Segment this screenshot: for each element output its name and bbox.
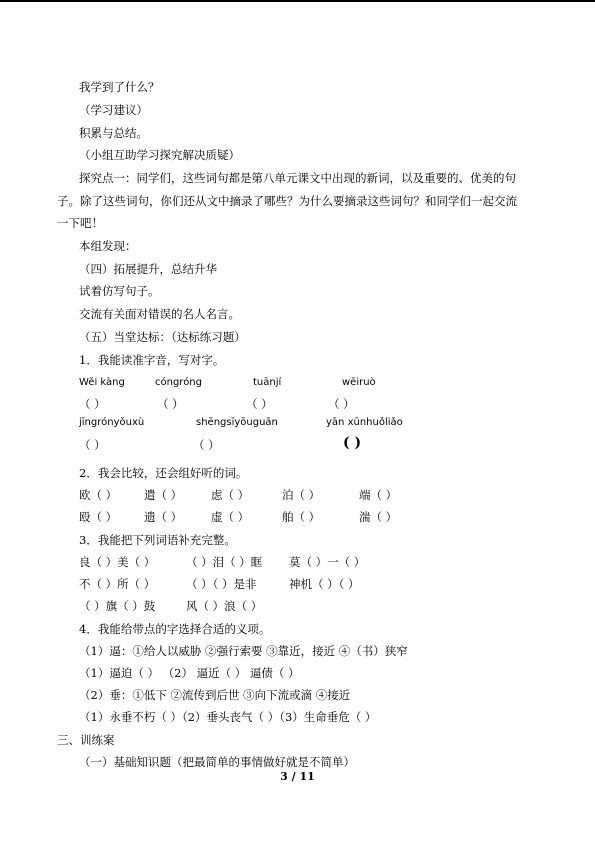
compare-item: 端（ ） <box>359 488 398 502</box>
fill-item: 不（ ）所（ ） <box>79 577 156 591</box>
page-number: 3 / 11 <box>280 770 315 783</box>
answer-blank[interactable]: （ ） <box>328 397 355 411</box>
text-line: 积累与总结。 <box>79 126 148 140</box>
section-heading: 三、训练案 <box>57 733 115 747</box>
fill-item: （ ）（ ）是非 <box>186 577 257 591</box>
question-heading: 3．我能把下列词语补充完整。 <box>79 533 236 547</box>
section-heading: （五）当堂达标：（达标练习题） <box>79 330 246 344</box>
text-line: 本组发现： <box>79 239 137 253</box>
fill-item: 良（ ）美（ ） <box>79 555 156 569</box>
pinyin-item: cóngróng <box>155 377 202 388</box>
compare-item: 遗（ ） <box>144 510 183 524</box>
pinyin-item: shēngsīyōuguān <box>196 417 278 428</box>
answer-blank[interactable]: （ ） <box>157 397 184 411</box>
compare-item: 泊（ ） <box>282 488 321 502</box>
answer-blank[interactable]: （ ） <box>79 397 106 411</box>
compare-item: 欧（ ） <box>79 488 118 502</box>
section-heading: （一）基础知识题（把最简单的事情做好就是不简单） <box>79 755 355 769</box>
exercise-line: （1）逼迫（ ） （2） 逼近（ ） 逼债（ ） <box>79 666 300 680</box>
compare-item: 舶（ ） <box>282 510 321 524</box>
text-line: （学习建议） <box>79 103 148 117</box>
compare-item: 殴（ ） <box>79 510 118 524</box>
question-heading: 2．我会比较，还会组好听的词。 <box>79 466 248 480</box>
compare-item: 虚（ ） <box>211 510 250 524</box>
pinyin-item: tuānjí <box>253 377 282 388</box>
top-border <box>0 0 595 2</box>
fill-item: 神机（ ）（ ） <box>289 577 360 591</box>
answer-blank[interactable]: （ ） <box>79 438 106 452</box>
paragraph-line: 子。除了这些词句，你们还从文中摘录了哪些？为什么要摘录这些词句？和同学们一起交流 <box>57 194 517 208</box>
section-heading: （四）拓展提升，总结升华 <box>79 262 217 276</box>
fill-item: （ ）旗（ ）鼓 <box>79 599 156 613</box>
text-line: 交流有关面对错误的名人名言。 <box>79 307 240 321</box>
pinyin-item: jīngrónyǒuxù <box>79 417 145 428</box>
definition-line: （1）逼：①给人以威胁 ②强行索要 ③靠近，接近 ④（书）狭窄 <box>79 644 408 658</box>
compare-item: 湍（ ） <box>359 510 398 524</box>
compare-item: 虑（ ） <box>211 488 250 502</box>
pinyin-item: yān xūnhuǒliǎo <box>326 417 403 428</box>
text-line: （小组互助学习探究解决质疑） <box>79 148 240 162</box>
text-line: 试着仿写句子。 <box>79 284 160 298</box>
fill-item: 莫（ ）一（ ） <box>289 555 366 569</box>
question-heading: 4．我能给带点的字选择合适的义项。 <box>79 622 271 636</box>
answer-blank[interactable]: ( ) <box>343 435 362 451</box>
question-heading: 1．我能读准字音，写对字。 <box>79 353 225 367</box>
fill-item: （ ）泪（ ）眶 <box>186 555 263 569</box>
paragraph-line: 探究点一：同学们，这些词句都是第八单元课文中出现的新词，以及重要的、优美的句 <box>79 171 516 185</box>
pinyin-item: Wěi kàng <box>79 377 125 388</box>
paragraph-line: 一下吧！ <box>57 216 103 230</box>
exercise-line: （1）永垂不朽（ ）（2）垂头丧气（ ）（3）生命垂危（ ） <box>79 710 377 724</box>
answer-blank[interactable]: （ ） <box>246 397 273 411</box>
text-line: 我学到了什么？ <box>79 80 160 94</box>
answer-blank[interactable]: （ ） <box>193 438 220 452</box>
compare-item: 遣（ ） <box>144 488 183 502</box>
pinyin-item: wēiruò <box>342 377 376 388</box>
fill-item: 风（ ）浪（ ） <box>186 599 263 613</box>
definition-line: （2）垂：①低下 ②流传到后世 ③向下流或滴 ④接近 <box>79 688 351 702</box>
